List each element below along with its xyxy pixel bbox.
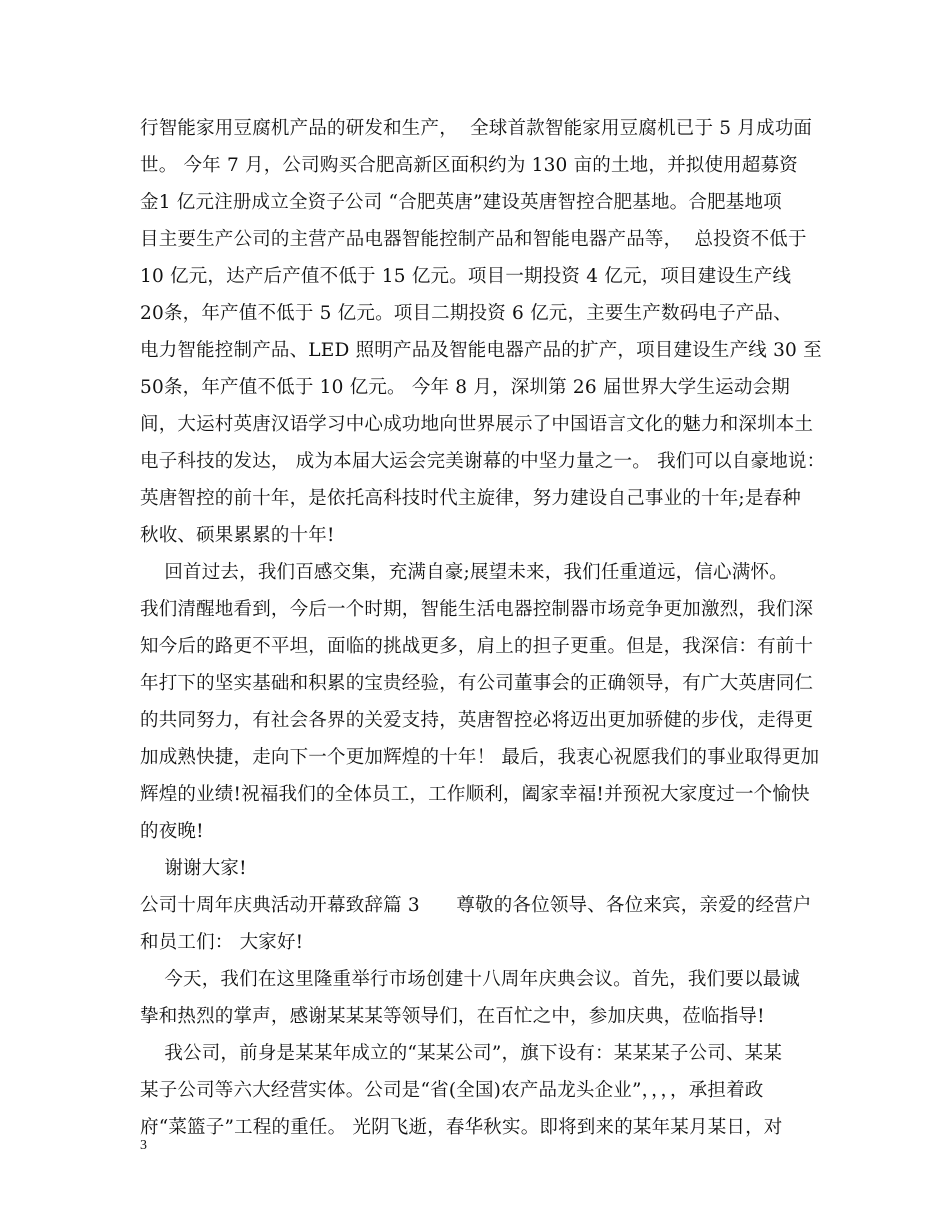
text-line: 行智能家用豆腐机产品的研发和生产， 全球首款智能家用豆腐机已于 5 月成功面	[140, 118, 813, 139]
text-line: 辉煌的业绩!祝福我们的全体员工，工作顺利，阖家幸福!并预祝大家度过一个愉快	[140, 784, 810, 805]
text-line: 世。 今年 7 月，公司购买合肥高新区面积约为 130 亩的土地，并拟使用超募资	[140, 155, 798, 176]
text-line: 目主要生产公司的主营产品电器智能控制产品和智能电器产品等， 总投资不低于	[140, 229, 807, 250]
text-line: 知今后的路更不平坦，面临的挑战更多，肩上的担子更重。但是，我深信：有前十	[140, 636, 814, 657]
text-line: 加成熟快捷，走向下一个更加辉煌的十年！ 最后，我衷心祝愿我们的事业取得更加	[140, 747, 820, 768]
text-line: 英唐智控的前十年，是依托高科技时代主旋律，努力建设自己事业的十年;是春种	[140, 488, 801, 509]
text-line: 某子公司等六大经营实体。公司是“省(全国)农产品龙头企业”，，，，承担着政	[140, 1080, 764, 1101]
text-line: 50条，年产值不低于 10 亿元。 今年 8 月，深圳第 26 届世界大学生运动会期	[140, 377, 790, 398]
text-line: 我们清醒地看到，今后一个时期，智能生活电器控制器市场竞争更加激烈，我们深	[140, 599, 814, 620]
text-line: 金1 亿元注册成立全资子公司 “合肥英唐”建设英唐智控合肥基地。合肥基地项	[140, 192, 782, 213]
text-line: 谢谢大家!	[140, 858, 247, 879]
text-line: 和员工们： 大家好!	[140, 932, 304, 953]
text-line: 电力智能控制产品、LED 照明产品及智能电器产品的扩产，项目建设生产线 30 至	[140, 340, 822, 361]
text-line: 年打下的坚实基础和积累的宝贵经验，有公司董事会的正确领导，有广大英唐同仁	[140, 673, 814, 694]
text-line: 回首过去，我们百感交集，充满自豪;展望未来，我们任重道远，信心满怀。	[140, 562, 788, 583]
text-line: 府“菜篮子”工程的重任。 光阴飞逝，春华秋实。即将到来的某年某月某日，对	[140, 1117, 783, 1138]
text-line: 10 亿元，达产后产值不低于 15 亿元。项目一期投资 4 亿元，项目建设生产线	[140, 266, 792, 287]
text-line: 的共同努力，有社会各界的关爱支持，英唐智控必将迈出更加骄健的步伐，走得更	[140, 710, 814, 731]
text-line: 电子科技的发达， 成为本届大运会完美谢幕的中坚力量之一。 我们可以自豪地说：	[140, 451, 826, 472]
section-heading-line: 公司十周年庆典活动开幕致辞篇 3 尊敬的各位领导、各位来宾，亲爱的经营户	[140, 895, 812, 916]
text-line: 今天，我们在这里隆重举行市场创建十八周年庆典会议。首先，我们要以最诚	[140, 969, 801, 990]
text-line: 秋收、硕果累累的十年!	[140, 525, 335, 546]
text-line: 间，大运村英唐汉语学习中心成功地向世界展示了中国语言文化的魅力和深圳本土	[140, 414, 814, 435]
text-line: 我公司，前身是某某年成立的“某某公司”，旗下设有：某某某子公司、某某	[140, 1043, 783, 1064]
text-line: 挚和热烈的掌声，感谢某某某等领导们，在百忙之中，参加庆典，莅临指导!	[140, 1006, 765, 1027]
text-line: 20条，年产值不低于 5 亿元。项目二期投资 6 亿元，主要生产数码电子产品、	[140, 303, 792, 324]
page-number: 3	[140, 1138, 147, 1153]
text-line: 的夜晚!	[140, 821, 204, 842]
